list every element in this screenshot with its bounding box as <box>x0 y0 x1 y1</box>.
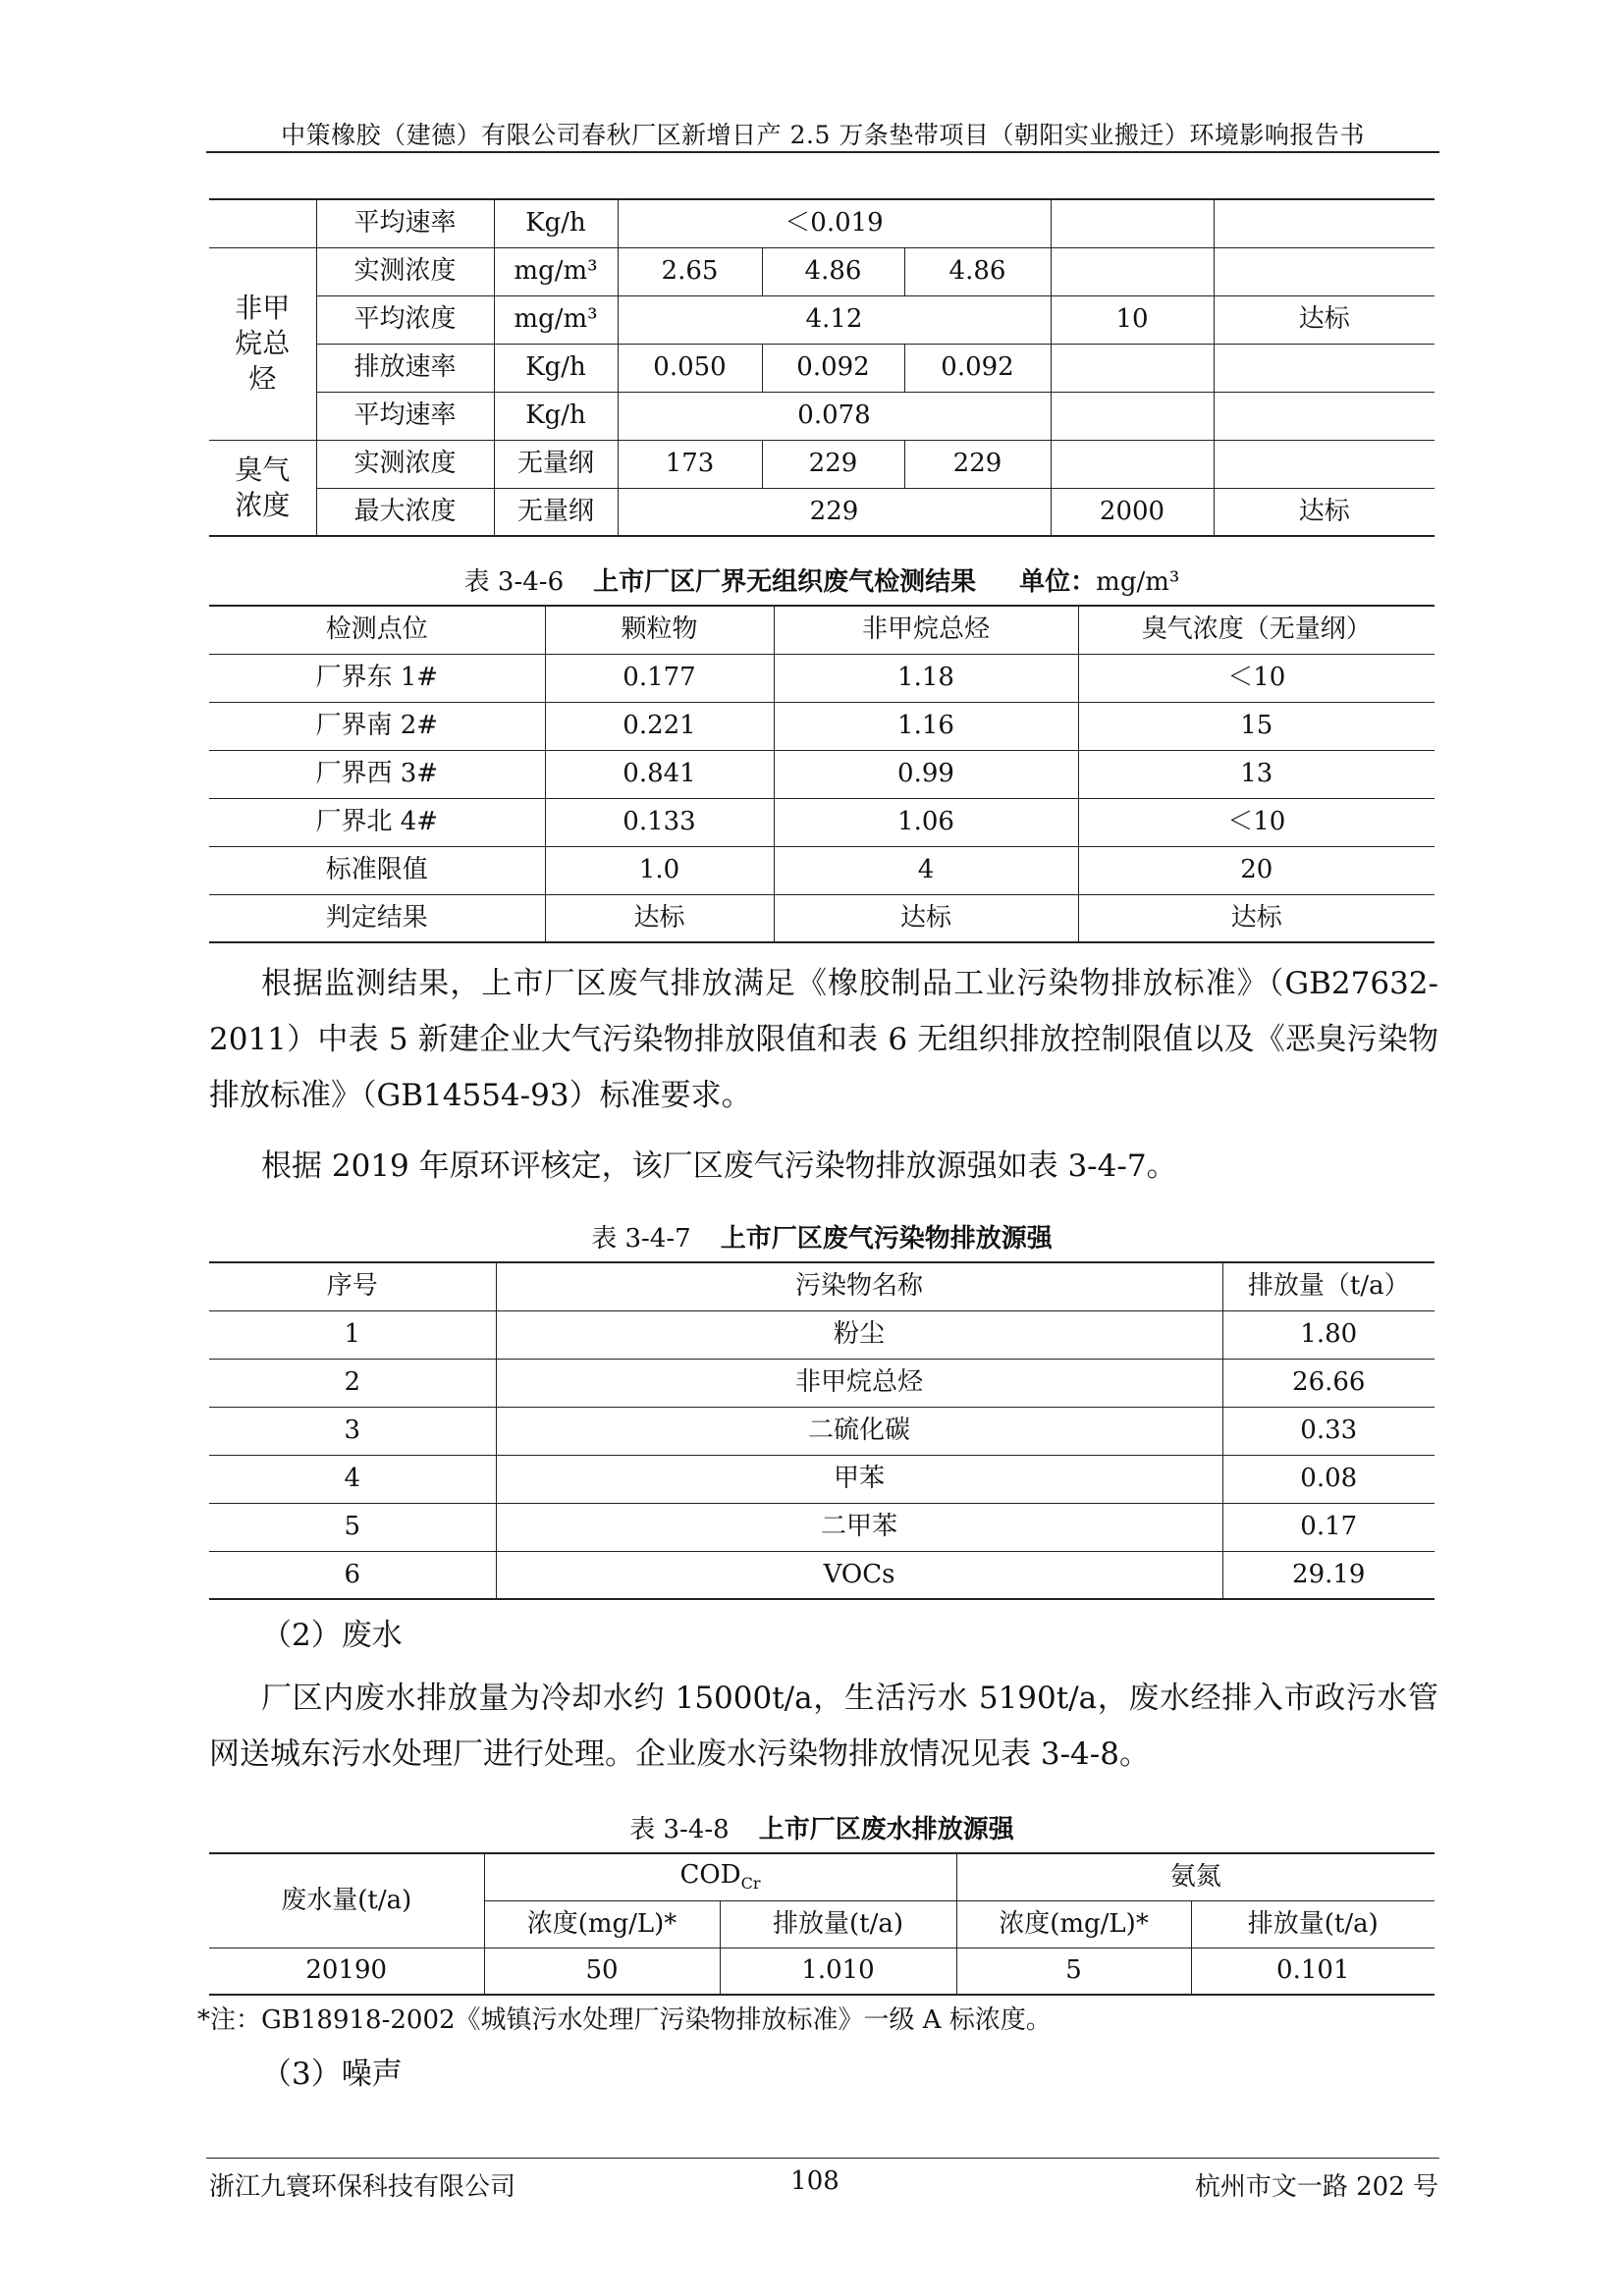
header-cell: 浓度(mg/L)* <box>956 1900 1191 1948</box>
result-cell: 达标 <box>1214 488 1435 536</box>
table-row <box>209 1948 1435 1995</box>
header-cell: 检测点位 <box>209 606 545 654</box>
table-cell: 粉尘 <box>496 1310 1222 1359</box>
table-row <box>209 488 1435 536</box>
table-cell: 20190 <box>209 1948 484 1995</box>
header-cell: 氨氮 <box>956 1853 1435 1900</box>
item-cell: 实测浓度 <box>316 440 494 488</box>
table-cell: 1 <box>209 1310 496 1359</box>
table-cell: 26.66 <box>1222 1359 1435 1407</box>
limit-cell <box>1051 392 1214 440</box>
table-cell: 29.19 <box>1222 1551 1435 1599</box>
table-cell: 二甲苯 <box>496 1503 1222 1551</box>
table-cell: 甲苯 <box>496 1455 1222 1503</box>
value-cell: 0.050 <box>618 344 762 392</box>
limit-cell <box>1051 199 1214 247</box>
header-cell-cod: $COD_{Cr}$ <box>484 1853 956 1900</box>
table-cell: 1.16 <box>774 702 1078 750</box>
limit-cell <box>1051 344 1214 392</box>
table-cell: 5 <box>956 1948 1191 1995</box>
value-cell: 2.65 <box>618 247 762 295</box>
table-cell: VOCs <box>496 1551 1222 1599</box>
caption-title: 上市厂区废气污染物排放源强 <box>720 1224 1053 1254</box>
waste-gas-results-table-continued <box>209 198 1435 537</box>
table-row <box>209 199 1435 247</box>
caption-title: 上市厂区厂界无组织废气检测结果 <box>593 567 977 597</box>
limit-cell: 10 <box>1051 295 1214 344</box>
table-cell: 4 <box>774 846 1078 894</box>
header-cell: 颗粒物 <box>545 606 774 654</box>
header-cell: 臭气浓度（无量纲） <box>1078 606 1435 654</box>
table-cell: 1.0 <box>545 846 774 894</box>
result-cell <box>1214 199 1435 247</box>
paragraph-compliance: 根据监测结果，上市厂区废气排放满足《橡胶制品工业污染物排放标准》（GB27632-2011）中表 5 新建企业大气污染物排放限值和表 6 无组织排放控制限值以及《恶臭污染物排放标准》（GB14554-93）标准要求。 <box>209 966 1438 1113</box>
item-cell: 最大浓度 <box>316 488 494 536</box>
table-cell: 厂界北 4# <box>209 798 545 846</box>
table-row <box>209 1407 1435 1455</box>
result-cell <box>1214 440 1435 488</box>
unit-cell: mg/m³ <box>494 295 618 344</box>
value-cell: 229 <box>618 488 1051 536</box>
table-header-row <box>209 606 1435 654</box>
running-header: 中策橡胶（建德）有限公司春秋厂区新增日产 2.5 万条垫带项目（朝阳实业搬迁）环境影响报告书 <box>281 121 1365 149</box>
table-caption-3-4-7 <box>209 1218 1435 1255</box>
result-cell <box>1214 392 1435 440</box>
table-note: *注：GB18918-2002《城镇污水处理厂污染物排放标准》一级 A 标浓度。 <box>197 2005 1052 2035</box>
table-cell: 0.08 <box>1222 1455 1435 1503</box>
limit-cell: 2000 <box>1051 488 1214 536</box>
item-cell: 平均速率 <box>316 199 494 247</box>
page-number: 108 <box>790 2166 839 2196</box>
table-cell: 厂界西 3# <box>209 750 545 798</box>
header-cell: 排放量（t/a） <box>1222 1262 1435 1310</box>
table-row <box>209 1503 1435 1551</box>
gas-emission-source-table <box>209 1261 1435 1600</box>
result-cell: 达标 <box>1214 295 1435 344</box>
table-row <box>209 1359 1435 1407</box>
table-cell: 达标 <box>774 894 1078 942</box>
unit-cell: mg/m³ <box>494 247 618 295</box>
footer-divider <box>206 2158 1439 2159</box>
table-row <box>209 392 1435 440</box>
caption-unit: mg/m³ <box>1096 567 1180 597</box>
caption-number: 表 3-4-8 <box>629 1815 730 1844</box>
value-cell: 0.092 <box>762 344 904 392</box>
table-cell: 5 <box>209 1503 496 1551</box>
value-cell: 229 <box>904 440 1051 488</box>
result-cell <box>1214 247 1435 295</box>
table-cell: 二硫化碳 <box>496 1407 1222 1455</box>
table-cell: 50 <box>484 1948 720 1995</box>
table-cell: 1.80 <box>1222 1310 1435 1359</box>
caption-title: 上市厂区废水排放源强 <box>758 1815 1014 1844</box>
table-row <box>209 894 1435 942</box>
table-cell: 1.06 <box>774 798 1078 846</box>
header-cell: 污染物名称 <box>496 1262 1222 1310</box>
section-heading-wastewater: （2）废水 <box>261 1618 403 1653</box>
item-cell: 平均浓度 <box>316 295 494 344</box>
table-cell: 3 <box>209 1407 496 1455</box>
paragraph-source-intro: 根据 2019 年原环评核定，该厂区废气污染物排放源强如表 3-4-7。 <box>261 1148 1177 1184</box>
boundary-gas-table <box>209 605 1435 943</box>
item-cell: 实测浓度 <box>316 247 494 295</box>
table-cell: 1.010 <box>720 1948 956 1995</box>
value-cell: 229 <box>762 440 904 488</box>
caption-number: 表 3-4-6 <box>463 567 565 597</box>
item-cell: 平均速率 <box>316 392 494 440</box>
table-row <box>209 1455 1435 1503</box>
caption-number: 表 3-4-7 <box>591 1224 691 1254</box>
header-cell: 排放量(t/a) <box>720 1900 956 1948</box>
unit-cell: 无量纲 <box>494 488 618 536</box>
wastewater-source-table <box>209 1852 1435 1996</box>
caption-unit-label: 单位： <box>1019 567 1097 597</box>
table-cell: 1.18 <box>774 654 1078 702</box>
table-cell: 0.17 <box>1222 1503 1435 1551</box>
table-row <box>209 440 1435 488</box>
value-cell: 0.092 <box>904 344 1051 392</box>
table-cell: 0.101 <box>1191 1948 1435 1995</box>
header-cell: 序号 <box>209 1262 496 1310</box>
table-cell: 0.177 <box>545 654 774 702</box>
table-row <box>209 1310 1435 1359</box>
unit-cell: Kg/h <box>494 199 618 247</box>
table-row <box>209 1551 1435 1599</box>
header-cell: 非甲烷总烃 <box>774 606 1078 654</box>
table-cell: 0.33 <box>1222 1407 1435 1455</box>
header-cell: 排放量(t/a) <box>1191 1900 1435 1948</box>
header-cell: 废水量(t/a) <box>209 1853 484 1948</box>
table-row <box>209 750 1435 798</box>
value-cell: 4.86 <box>762 247 904 295</box>
table-cell: 达标 <box>545 894 774 942</box>
table-cell: 4 <box>209 1455 496 1503</box>
value-cell: 4.86 <box>904 247 1051 295</box>
table-cell: 厂界南 2# <box>209 702 545 750</box>
table-cell: 标准限值 <box>209 846 545 894</box>
unit-cell: Kg/h <box>494 344 618 392</box>
section-heading-noise: （3）噪声 <box>261 2056 403 2092</box>
table-cell: 0.99 <box>774 750 1078 798</box>
paragraph-wastewater: 厂区内废水排放量为冷却水约 15000t/a，生活污水 5190t/a，废水经排入市政污水管网送城东污水处理厂进行处理。企业废水污染物排放情况见表 3-4-8。 <box>209 1681 1438 1772</box>
value-cell: 173 <box>618 440 762 488</box>
table-row <box>209 846 1435 894</box>
table-cell: 0.221 <box>545 702 774 750</box>
table-cell: 0.133 <box>545 798 774 846</box>
table-cell: 20 <box>1078 846 1435 894</box>
table-cell: 0.841 <box>545 750 774 798</box>
value-cell: 4.12 <box>618 295 1051 344</box>
table-cell: 判定结果 <box>209 894 545 942</box>
header-cell: 浓度(mg/L)* <box>484 1900 720 1948</box>
result-cell <box>1214 344 1435 392</box>
group-cell <box>209 199 316 247</box>
group-label-odor: 臭气 浓度 <box>209 440 316 536</box>
footer-address: 杭州市文一路 202 号 <box>1194 2172 1438 2202</box>
limit-cell <box>1051 247 1214 295</box>
table-cell: ＜10 <box>1078 654 1435 702</box>
table-header-row <box>209 1262 1435 1310</box>
table-cell: 6 <box>209 1551 496 1599</box>
table-row <box>209 247 1435 295</box>
table-caption-3-4-6 <box>209 561 1435 598</box>
table-cell: 13 <box>1078 750 1435 798</box>
table-row <box>209 654 1435 702</box>
table-cell: 2 <box>209 1359 496 1407</box>
table-header-row <box>209 1853 1435 1900</box>
table-row <box>209 344 1435 392</box>
footer-company: 浙江九寰环保科技有限公司 <box>209 2172 516 2202</box>
unit-cell: 无量纲 <box>494 440 618 488</box>
unit-cell: Kg/h <box>494 392 618 440</box>
value-cell: ＜0.019 <box>618 199 1051 247</box>
group-label-nmhc: 非甲 烷总 烃 <box>209 247 316 440</box>
table-row <box>209 798 1435 846</box>
limit-cell <box>1051 440 1214 488</box>
table-row <box>209 702 1435 750</box>
table-row <box>209 295 1435 344</box>
table-cell: 达标 <box>1078 894 1435 942</box>
table-cell: 15 <box>1078 702 1435 750</box>
table-caption-3-4-8 <box>209 1809 1435 1845</box>
item-cell: 排放速率 <box>316 344 494 392</box>
header-divider <box>206 151 1439 153</box>
table-cell: 厂界东 1# <box>209 654 545 702</box>
table-cell: ＜10 <box>1078 798 1435 846</box>
table-cell: 非甲烷总烃 <box>496 1359 1222 1407</box>
value-cell: 0.078 <box>618 392 1051 440</box>
